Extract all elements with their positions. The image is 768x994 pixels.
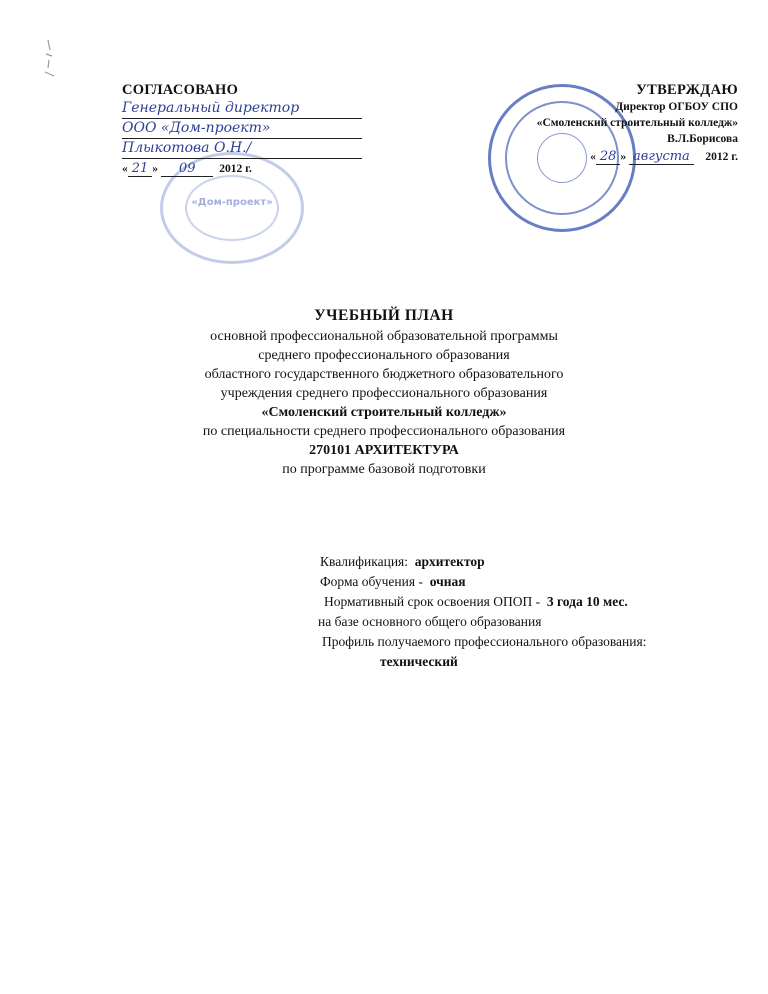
qualification-label: Квалификация: [320,554,409,569]
program-info [318,552,758,672]
approve-title: УТВЕРЖДАЮ [636,82,738,98]
term-value: 3 года 10 мес. [546,594,628,609]
plan-line-1: основной профессиональной образовательной программы [210,329,558,344]
agreed-title: СОГЛАСОВАНО [122,82,239,98]
term-row [318,592,758,612]
handwritten-name: Плыкотова О.Н./ [122,139,362,159]
plan-line-6: по программе базовой подготовки [282,462,486,477]
agreed-date-year: 2012 г. [219,163,252,175]
college-name: «Смоленский строительный колледж» [261,405,507,420]
plan-line-5: по специальности среднего профессионального образования [202,424,566,439]
plan-line-4: учреждения среднего профессионального образования [220,386,548,401]
profile-value: технический [380,654,458,669]
profile-value-row [318,652,758,672]
agreed-date-month: 09 [161,161,214,177]
handwritten-position: Генеральный директор [122,99,362,119]
plan-heading [0,306,768,479]
study-form-value: очная [429,574,466,589]
agreed-block [122,82,362,176]
approve-date-day: 28 [596,149,621,165]
study-form-row [318,572,758,592]
study-form-label: Форма обучения - [320,574,423,589]
approve-block [470,82,738,164]
approve-name: В.Л.Борисова [667,133,738,145]
plan-line-2: среднего профессионального образования [258,348,510,363]
approve-date-month: августа [629,149,694,165]
term-label: Нормативный срок освоения ОПОП - [324,594,541,609]
approve-date: « 28 » августа 2012 г. [590,149,738,164]
page-title: УЧЕБНЫЙ ПЛАН [314,307,454,324]
handwritten-organization: ООО «Дом-проект» [122,119,362,139]
plan-line-3: областного государственного бюджетного образовательного [204,367,564,382]
margin-scribble-icon [42,38,60,82]
approve-date-year: 2012 г. [705,151,738,163]
agreed-date-day: 21 [128,161,153,177]
specialty: 270101 АРХИТЕКТУРА [309,443,459,458]
base-education: на базе основного общего образования [318,614,542,629]
qualification-row [318,552,758,572]
agreed-date: « 21 » 09 2012 г. [122,161,252,176]
stamp-text: «Дом-проект» [191,197,273,208]
approve-position: Директор ОГБОУ СПО [615,101,738,113]
qualification-value: архитектор [414,554,485,569]
approve-organization: «Смоленский строительный колледж» [536,117,738,129]
profile-label: Профиль получаемого профессионального образования: [322,634,647,649]
